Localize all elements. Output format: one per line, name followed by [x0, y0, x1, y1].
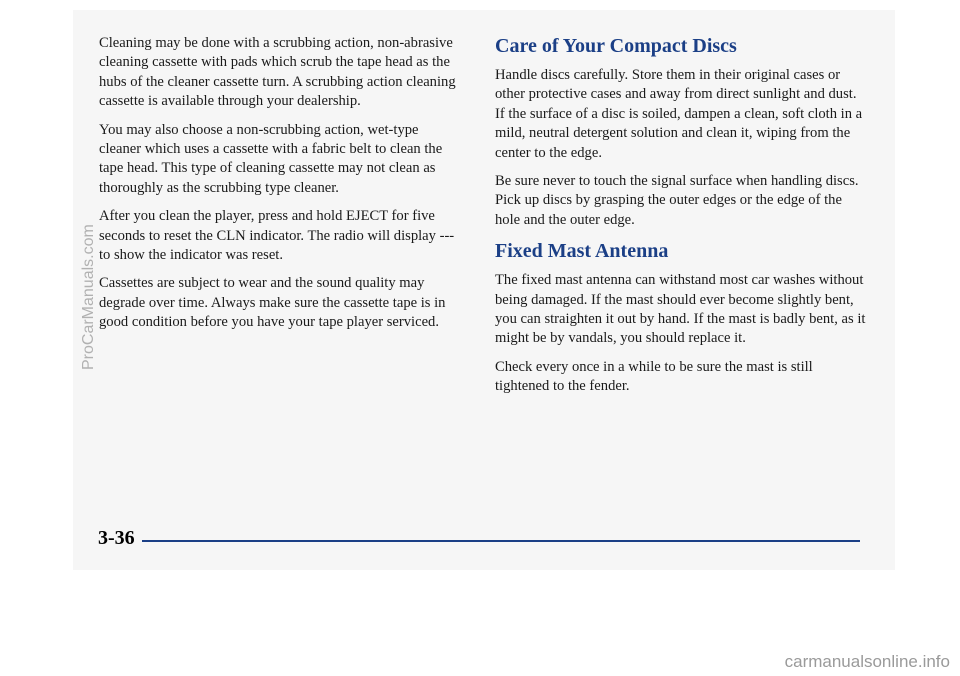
paragraph-wet-type-cleaner: You may also choose a non-scrubbing action, wet-type cleaner which uses a cassette with a fabric belt to clean the tape head. This type of cleaning cassette may not clean as thoroughly as the scrubbing type cleaner. — [99, 121, 443, 196]
site-watermark: carmanualsonline.info — [784, 652, 950, 671]
heading-compact-discs: Care of Your Compact Discs — [495, 35, 737, 57]
paragraph-car-washes: The fixed mast antenna can withstand most car washes without being damaged. If the mast should ever become slightly bent, you can straighten it out by hand. If the mast is badly bent, as it might be by vandals, you should replace it. — [495, 272, 866, 347]
right-column — [495, 34, 867, 406]
paragraph-reset-cln: After you clean the player, press and hold EJECT for five seconds to reset the CLN indicator. The radio will display --- to show the indicator was reset. — [99, 208, 455, 264]
heading-fixed-mast-antenna: Fixed Mast Antenna — [495, 240, 669, 263]
page-number: 3-36 — [98, 527, 135, 549]
paragraph-cleaning-scrubbing: Cleaning may be done with a scrubbing action, non-abrasive cleaning cassette with pads which scrub the tape head as the hubs of the cleaner cassette turn. A scrubbing action cleaning cassette is available through your dealership. — [99, 35, 456, 110]
paragraph-cassette-wear: Cassettes are subject to wear and the sound quality may degrade over time. Always make sure the cassette tape is in good condition before you have your tape player serviced. — [99, 275, 446, 331]
footer-rule — [142, 540, 860, 542]
paragraph-check-mast: Check every once in a while to be sure the mast is still tightened to the fender. — [495, 358, 813, 395]
paragraph-handle-discs: Handle discs carefully. Store them in their original cases or other protective cases and away from direct sunlight and dust. If the surface of a disc is soiled, dampen a clean, soft cloth in a mild, neutral detergent solution and clean it, wiping from the center to the edge. — [495, 67, 863, 161]
paragraph-signal-surface: Be sure never to touch the signal surface when handling discs. Pick up discs by grasping the outer edges or the edge of the hole and the outer edge. — [495, 173, 859, 228]
watermark-text: ProCarManuals.com — [80, 224, 97, 370]
left-column — [99, 34, 461, 342]
